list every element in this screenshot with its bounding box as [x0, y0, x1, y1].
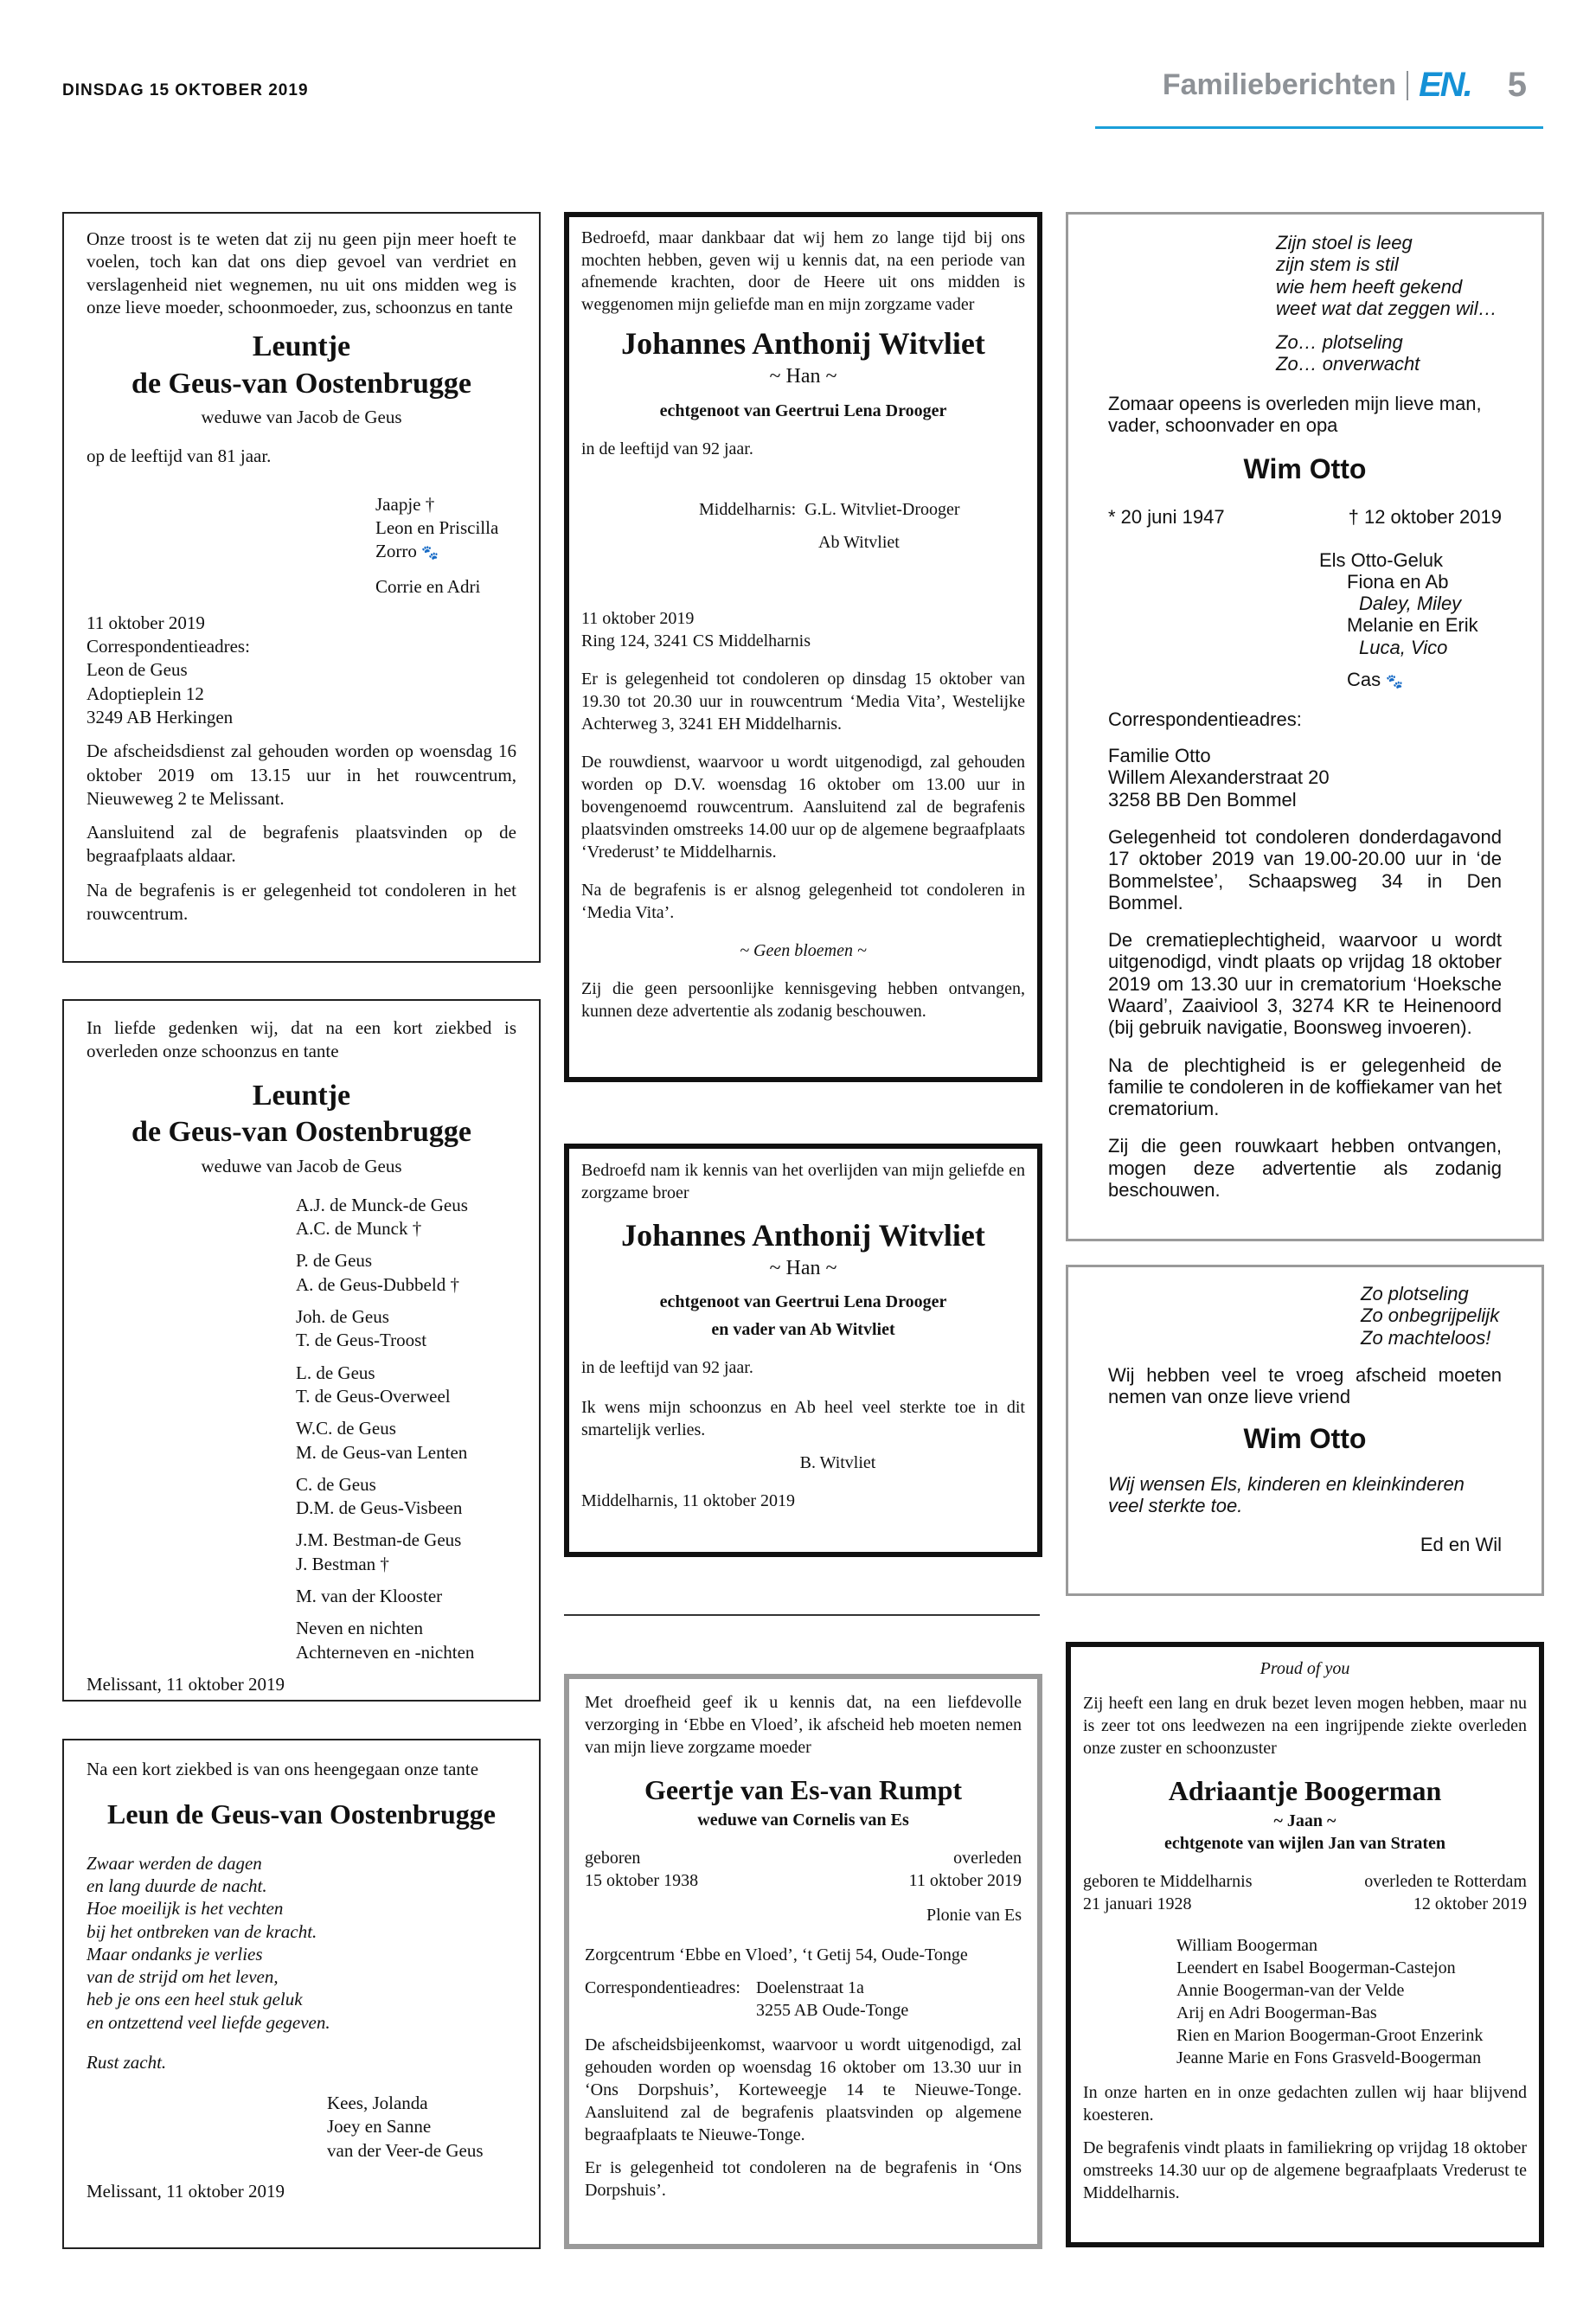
poem-line: Maar ondanks je verlies: [87, 1943, 263, 1965]
addr-line: Adoptieplein 12: [87, 683, 204, 704]
signer: G.L. Witvliet-Drooger: [804, 499, 960, 519]
poem: [87, 1852, 516, 2034]
dates-row: [1108, 505, 1502, 530]
family-member: Arij en Adri Boogerman-Bas: [1176, 2003, 1377, 2022]
address: Ring 124, 3241 CS Middelharnis: [581, 631, 811, 651]
signer: Kees, Jolanda: [327, 2093, 428, 2114]
coffee-text: Na de plechtigheid is er gelegenheid de familie te condoleren in de koffiekamer van het crematorium.: [1108, 1054, 1502, 1120]
paw-icon: 🐾: [421, 546, 439, 561]
died-label: overleden: [953, 1848, 1022, 1868]
family-member: Leendert en Isabel Boogerman-Castejon: [1176, 1958, 1456, 1977]
memory-text: In onze harten en in onze gedachten zullen wij haar blijvend koesteren.: [1083, 2082, 1527, 2125]
deceased-name: Johannes Anthonij Witvliet: [621, 326, 985, 362]
addr-line: Willem Alexanderstraat 20: [1108, 766, 1330, 789]
deceased-name: Wim Otto: [1243, 1423, 1367, 1455]
header-divider: [1407, 71, 1408, 100]
burial-text: Aansluitend zal de begrafenis plaatsvinden op de begraafplaats aldaar.: [87, 822, 516, 867]
notice-text: Zij die geen rouwkaart hebben ontvangen, mogen deze advertentie als zodanig beschouwen.: [1108, 1135, 1502, 1202]
place-date: Melissant, 11 oktober 2019: [87, 1673, 285, 1695]
widow-of: weduwe van Jacob de Geus: [201, 1155, 402, 1176]
poem: [1361, 1283, 1502, 1349]
nickname: ~ Han ~: [769, 1257, 837, 1279]
poem-line: Hoe moeilijk is het vechten: [87, 1898, 284, 1920]
family-member: Neven en nichten: [296, 1618, 423, 1639]
obituary-leun: [62, 1739, 541, 2249]
intro-text: Bedroefd nam ik kennis van het overlijden van mijn geliefde en zorgzame broer: [581, 1161, 1025, 1202]
rest-text: Rust zacht.: [87, 2051, 167, 2073]
signature: Ed en Wil: [1420, 1533, 1502, 1555]
signer: Joey en Sanne: [327, 2116, 432, 2138]
place-date: Melissant, 11 oktober 2019: [87, 2181, 285, 2202]
age-text: in de leeftijd van 92 jaar.: [581, 439, 753, 458]
addr-line: 3255 AB Oude-Tonge: [755, 2000, 909, 2020]
family-group: [296, 1529, 516, 1576]
condolence-text: Na de begrafenis is er gelegenheid tot condoleren in het rouwcentrum.: [87, 879, 516, 925]
signer: Ab Witvliet: [818, 532, 900, 552]
obituary-geertje: [564, 1674, 1042, 2249]
born-label: geboren te Middelharnis: [1083, 1871, 1253, 1891]
signer: B. Witvliet: [799, 1453, 876, 1473]
condolence-text: Er is gelegenheid tot condoleren na de begrafenis in ‘Ons Dorpshuis’.: [585, 2157, 1022, 2200]
signer: Plonie van Es: [926, 1905, 1022, 1925]
page-number: 5: [1507, 66, 1527, 104]
family-member-pet: [1347, 669, 1502, 690]
obituary-witvliet-2: [564, 1144, 1042, 1557]
family-member: A.J. de Munck-de Geus: [296, 1194, 468, 1215]
family-list: [1176, 1934, 1527, 2069]
poem-line: Zijn stoel is leeg: [1276, 232, 1413, 253]
dates-row: [1083, 1870, 1527, 1915]
poem-line: en lang duurde de nacht.: [87, 1875, 267, 1897]
cremation-text: De crematieplechtigheid, waarvoor u wordt uitgenodigd, vindt plaats op vrijdag 18 oktober 2019 om 13.30 uur in crematorium ‘Hoeksche Waard’, Zaaiviool 3, 3274 KR te Heinenoord (bij gebruik navigatie, Boonsweg invoeren).: [1108, 929, 1502, 1039]
spouse-of: echtgenote van wijlen Jan van Straten: [1164, 1833, 1445, 1853]
family-member: W.C. de Geus: [296, 1418, 396, 1439]
address: [1108, 745, 1502, 811]
condolence-text-2: Na de begrafenis is er alsnog gelegenheid tot condoleren in ‘Media Vita’.: [581, 880, 1025, 922]
header-rule: [1095, 126, 1543, 129]
family-group: [296, 1417, 516, 1465]
father-of: en vader van Ab Witvliet: [711, 1320, 895, 1340]
family-member: Daley, Miley: [1359, 593, 1462, 615]
date: 11 oktober 2019: [581, 608, 695, 628]
obituary-wim-otto-2: [1066, 1265, 1544, 1596]
deceased-name-line2: de Geus-van Oostenbrugge: [131, 1116, 471, 1149]
service-text: De afscheidsbijeenkomst, waarvoor u wordt uitgenodigd, zal gehouden worden op woensdag 16 oktober om 13.30 uur in ‘Ons Dorpshuis’, Korteweegje 14 te Nieuwe-Tonge. Aansluitend zal de begrafenis plaatsvinden op algemene begraafplaats te Nieuwe-Tonge.: [585, 2035, 1022, 2144]
family-member: M. van der Klooster: [296, 1586, 443, 1607]
intro-text: Zomaar opeens is overleden mijn lieve man, vader, schoonvader en opa: [1108, 392, 1482, 437]
obituary-witvliet-1: [564, 212, 1042, 1082]
family-member: Cas: [1347, 669, 1381, 691]
died-date: 12 oktober 2019: [1413, 1894, 1527, 1913]
spouse-of: echtgenoot van Geertrui Lena Drooger: [659, 401, 947, 420]
obituary-wim-otto-1: [1066, 212, 1544, 1241]
poem-line: weet wat dat zeggen wil…: [1276, 297, 1497, 319]
nickname: ~ Jaan ~: [1273, 1811, 1336, 1830]
family-member: M. de Geus-van Lenten: [296, 1441, 468, 1463]
died: [1364, 1870, 1527, 1915]
en-logo: EN.: [1419, 66, 1471, 104]
signer: van der Veer-de Geus: [327, 2139, 484, 2161]
deceased-name: Geertje van Es-van Rumpt: [644, 1774, 963, 1805]
widow-of: weduwe van Jacob de Geus: [201, 407, 402, 427]
family-group: [296, 1362, 516, 1409]
corr-block: [585, 1977, 1022, 2022]
service-text: De afscheidsdienst zal gehouden worden op woensdag 16 oktober 2019 om 13.15 uur in het rouwcentrum, Nieuweweg 2 te Melissant.: [87, 740, 516, 809]
born-date: 21 januari 1928: [1083, 1894, 1192, 1913]
paw-icon: 🐾: [1386, 675, 1404, 690]
family-member: Joh. de Geus: [296, 1306, 389, 1328]
family-member: Jeanne Marie en Fons Grasveld-Boogerman: [1176, 2048, 1482, 2067]
corr-label: Correspondentieadres:: [87, 636, 250, 657]
service-text: De rouwdienst, waarvoor u wordt uitgenodigd, zal gehouden worden op D.V. woensdag 16 oktober om 13.00 uur in bovengenoemd rouwcentrum. Aansluitend zal de begrafenis plaatsvinden omstreeks 14.00 uur op de algemene begraafplaats ‘Vrederust’ te Middelharnis.: [581, 752, 1025, 862]
family-member: T. de Geus-Overweel: [296, 1385, 451, 1407]
wish-text: Ik wens mijn schoonzus en Ab heel veel sterkte toe in dit smartelijk verlies.: [581, 1398, 1025, 1440]
notice-text: Zij die geen persoonlijke kennisgeving hebben ontvangen, kunnen deze advertentie als zodanig beschouwen.: [581, 978, 1025, 1021]
widow-of: weduwe van Cornelis van Es: [697, 1810, 909, 1830]
family-group: [296, 1617, 516, 1664]
family-member: L. de Geus: [296, 1362, 375, 1383]
family-member: William Boogerman: [1176, 1935, 1318, 1955]
intro-text: Onze troost is te weten dat zij nu geen pijn meer hoeft te voelen, toch kan dat ons diep gevoel van verdriet en verslagenheid niet wegnemen, nu uit ons midden weg is onze lieve moeder, schoonmoeder, zus, schoonzus en tante: [87, 228, 516, 317]
poem-line: wie hem heeft gekend: [1276, 275, 1463, 298]
born-date: * 20 juni 1947: [1108, 505, 1225, 528]
died: [909, 1847, 1022, 1892]
family-list: [1319, 549, 1502, 691]
date: 11 oktober 2019: [87, 612, 205, 633]
family-group: [296, 1585, 516, 1608]
family-member: T. de Geus-Troost: [296, 1330, 427, 1351]
family-member: J. Bestman †: [296, 1553, 389, 1574]
family-member: Fiona en Ab: [1347, 570, 1449, 593]
intro-text: Bedroefd, maar dankbaar dat wij hem zo lange tijd bij ons mochten hebben, geven wij u kennis dat, na een periode van afnemende krachten, door de Heere uit ons midden is weggenomen mijn geliefde man en mijn zorgzame vader: [581, 228, 1025, 314]
poem-line: Zwaar werden de dagen: [87, 1852, 262, 1874]
intro-text: Na een kort ziekbed is van ons heengegaan onze tante: [87, 1759, 479, 1779]
family-member: Rien en Marion Boogerman-Groot Enzerink: [1176, 2025, 1484, 2045]
born-label: geboren: [585, 1848, 641, 1868]
died-date: † 12 oktober 2019: [1348, 505, 1502, 528]
deceased-name: Leun de Geus-van Oostenbrugge: [107, 1798, 496, 1830]
burial-text: De begrafenis vindt plaats in familiekring op vrijdag 18 oktober omstreeks 14.30 uur op de algemene begraafplaats Vrederust te Middelharnis.: [1083, 2138, 1527, 2202]
family-member: P. de Geus: [296, 1250, 373, 1272]
signature-row: [699, 498, 1025, 521]
poem-line: zijn stem is stil: [1276, 253, 1399, 276]
family-member: A. de Geus-Dubbeld †: [296, 1273, 459, 1295]
deceased-name: Wim Otto: [1243, 453, 1367, 485]
born: [585, 1847, 698, 1892]
wish-text: Wij wensen Els, kinderen en kleinkinderen veel sterkte toe.: [1108, 1473, 1465, 1517]
family-group: [296, 1305, 516, 1353]
poem-line: bij het ontbreken van de kracht.: [87, 1920, 317, 1942]
obituary-leuntje-1: [62, 212, 541, 963]
motto: Proud of you: [1259, 1659, 1350, 1678]
age-text: in de leeftijd van 92 jaar.: [581, 1358, 753, 1378]
spouse-of: echtgenoot van Geertrui Lena Drooger: [659, 1292, 947, 1312]
poem-line: Zo plotseling: [1361, 1283, 1469, 1304]
corr-label: Correspondentieadres:: [1108, 708, 1302, 731]
place-label: Middelharnis:: [699, 499, 797, 519]
family-member: Leon en Priscilla: [375, 516, 499, 538]
poem-line: Zo onbegrijpelijk: [1361, 1304, 1500, 1327]
no-flowers: ~ Geen bloemen ~: [740, 940, 867, 960]
addr-line: Doelenstraat 1a: [755, 1977, 864, 1997]
place-date: Middelharnis, 11 oktober 2019: [581, 1491, 796, 1511]
dates-row: [585, 1847, 1022, 1892]
condolence-text: Er is gelegenheid tot condoleren op dinsdag 15 oktober van 19.30 tot 20.30 uur in rouwcentrum ‘Media Vita’, Westelijke Achterweg 3, 3241 EH Middelharnis.: [581, 669, 1025, 734]
family-member: D.M. de Geus-Visbeen: [296, 1497, 463, 1519]
family-member: Els Otto-Geluk: [1319, 548, 1444, 571]
family-group: [296, 1249, 516, 1297]
nickname: ~ Han ~: [769, 365, 837, 388]
family-member: Melanie en Erik: [1347, 614, 1478, 637]
deceased-name-line2: de Geus-van Oostenbrugge: [131, 367, 471, 400]
poem-line: heb je ons een heel stuk geluk: [87, 1989, 303, 2010]
intro-text: In liefde gedenken wij, dat na een kort ziekbed is overleden onze schoonzus en tante: [87, 1017, 516, 1062]
died-label: overleden te Rotterdam: [1364, 1871, 1527, 1891]
deceased-name-line1: Leuntje: [252, 330, 351, 362]
section-title: Familieberichten: [1162, 68, 1397, 101]
care-address: Zorgcentrum ‘Ebbe en Vloed’, ‘t Getij 54, Oude-Tonge: [585, 1945, 968, 1965]
signature: [327, 2092, 516, 2163]
intro-text: Zij heeft een lang en druk bezet leven mogen hebben, maar nu is zeer tot ons leedwezen na een ingrijpende ziekte overleden onze zuster en schoonzuster: [1083, 1694, 1527, 1758]
intro-text: Wij hebben veel te vroeg afscheid moeten nemen van onze lieve vriend: [1108, 1363, 1502, 1408]
deceased-name-line1: Leuntje: [252, 1079, 351, 1112]
family-member: J.M. Bestman-de Geus: [296, 1529, 462, 1551]
family-member-pet: [375, 540, 516, 563]
family-group: [296, 1473, 516, 1521]
issue-date: DINSDAG 15 OKTOBER 2019: [62, 81, 309, 99]
born: [1083, 1870, 1253, 1915]
poem-2: [1276, 331, 1502, 375]
family-member: Luca, Vico: [1359, 636, 1448, 658]
family-member: Zorro: [375, 541, 417, 562]
family-member: A.C. de Munck †: [296, 1218, 422, 1240]
condolence-text: Gelegenheid tot condoleren donderdagavond 17 oktober 2019 van 19.00-20.00 uur in ‘de Bommelstee’, Schaapsweg 34 in Den Bommel.: [1108, 825, 1502, 913]
intro-text: Met droefheid geef ik u kennis dat, na een liefdevolle verzorging in ‘Ebbe en Vloed’, ik afscheid heb moeten nemen van mijn lieve zorgzame moeder: [585, 1693, 1022, 1757]
family-member: Annie Boogerman-van der Velde: [1176, 1980, 1405, 2000]
family-member: Corrie en Adri: [375, 576, 481, 598]
poem-line: Zo… onverwacht: [1276, 353, 1420, 375]
poem-line: Zo… plotseling: [1276, 331, 1403, 354]
family-group: [296, 1194, 516, 1241]
addr-line: 3258 BB Den Bommel: [1108, 788, 1297, 811]
obituary-adriaantje: [1066, 1642, 1544, 2247]
header-right: [1163, 66, 1527, 105]
poem: [1276, 232, 1502, 319]
deceased-name: Johannes Anthonij Witvliet: [621, 1218, 985, 1253]
addr-line: 3249 AB Herkingen: [87, 706, 234, 727]
age-text: op de leeftijd van 81 jaar.: [87, 445, 272, 467]
column-divider: [564, 1614, 1040, 1616]
born-date: 15 oktober 1938: [585, 1870, 699, 1890]
addr-line: Leon de Geus: [87, 659, 188, 681]
poem-line: van de strijd om het leven,: [87, 1966, 279, 1988]
obituary-leuntje-2: [62, 999, 541, 1702]
family-list: [296, 1194, 516, 1664]
poem-line: en ontzettend veel liefde gegeven.: [87, 2011, 330, 2033]
family-list: [375, 493, 516, 599]
family-member: Achterneven en -nichten: [296, 1641, 475, 1663]
family-member: C. de Geus: [296, 1473, 376, 1495]
died-date: 11 oktober 2019: [908, 1870, 1022, 1890]
addr-line: Familie Otto: [1108, 745, 1211, 767]
corr-label: Correspondentieadres:: [585, 1977, 740, 1997]
family-member: Jaapje †: [375, 493, 435, 515]
poem-line: Zo machteloos!: [1361, 1326, 1491, 1349]
deceased-name: Adriaantje Boogerman: [1168, 1775, 1442, 1806]
